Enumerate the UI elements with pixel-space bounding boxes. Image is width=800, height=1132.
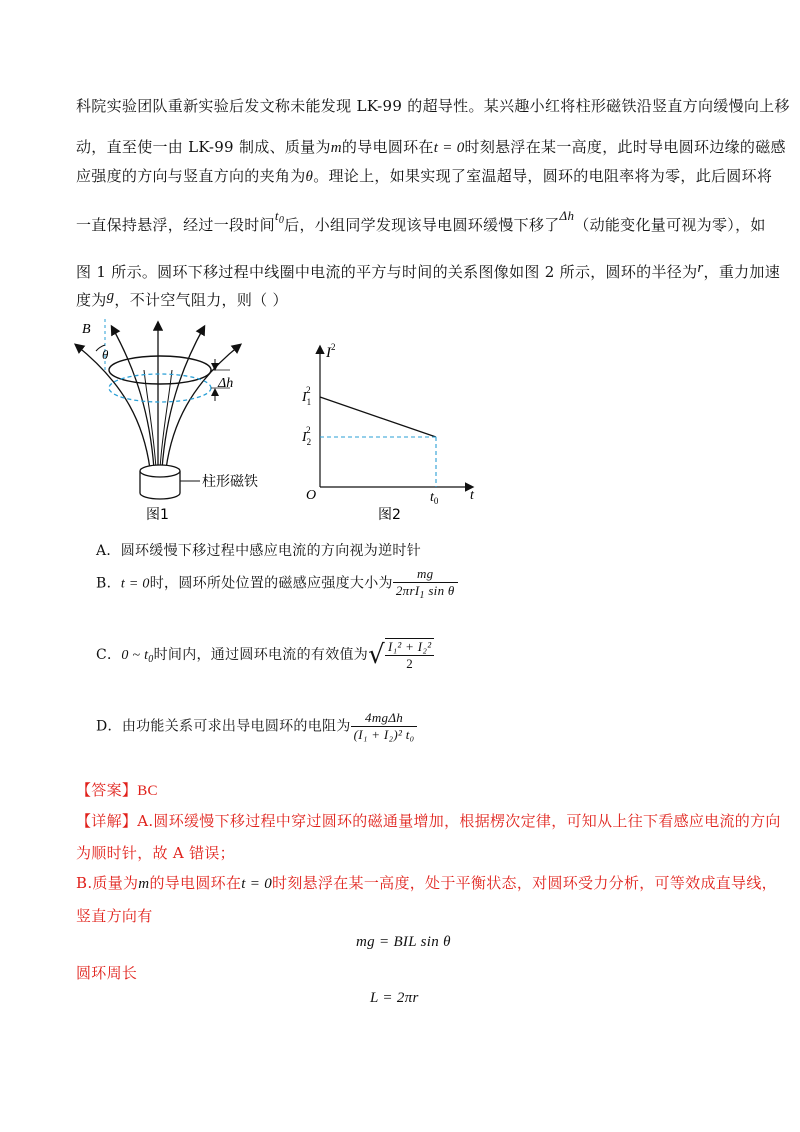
magnet-top: [140, 465, 180, 477]
option-B: B．t = 0时，圆环所处位置的磁感应强度大小为 $\frac{mg}{2\pi rI_1 \sin \theta}$: [96, 566, 458, 601]
label-magnet: 柱形磁铁: [202, 474, 258, 490]
ring-lower-dashed: [109, 374, 211, 402]
label-dh: Δh: [218, 376, 234, 391]
option-C-fraction: $\frac{\text{I₁² + I₂²}}{2}$: [385, 638, 434, 672]
symbol-t0: t: [274, 208, 279, 223]
equation-1: mg = BIL sin θ: [356, 934, 451, 950]
problem-line-3: 应强度的方向与竖直方向的夹角为θ。理论上，如果实现了室温超导，圆环的电阻率将为零，此后圆环将: [76, 167, 773, 185]
field-line-inner-left: [144, 370, 156, 469]
label-I2-squared: $I_22$: [302, 425, 312, 447]
caption-figure-2: 图2: [378, 507, 401, 523]
explanation-line-2: 为顺时针，故 A 错误；: [76, 844, 235, 862]
symbol-r: r: [697, 260, 704, 276]
explanation-line-5: 圆环周长: [76, 964, 138, 982]
option-C: C．0 ~ $t_0$时间内，通过圆环电流的有效值为√ $\frac{\text{I₁² + I₂²}}{2}$: [96, 638, 434, 672]
problem-line-1: 科院实验团队重新实验后发文称未能发现 LK-99 的超导性。某兴趣小红将柱形磁铁沿竖直方向缓慢向上移: [76, 97, 790, 115]
graph-line: [320, 397, 436, 437]
symbol-dh: Δh: [559, 208, 575, 223]
equation-2: L = 2πr: [370, 990, 419, 1006]
problem-line-2: 动，直至使一由 LK-99 制成、质量为m的导电圆环在t = 0时刻悬浮在某一高度，此时导电圆环边缘的磁感: [76, 138, 786, 156]
symbol-g: g: [106, 288, 115, 304]
option-A: A．圆环缓慢下移过程中感应电流的方向视为逆时针: [96, 543, 422, 559]
sqrt-sign: √: [368, 640, 385, 670]
explanation-line-3: B.质量为m的导电圆环在t = 0时刻悬浮在某一高度，处于平衡状态，对圆环受力分析，可等效成直导线，: [76, 874, 777, 892]
label-theta: θ: [102, 347, 109, 362]
symbol-t-eq-0: t = 0: [433, 140, 465, 156]
label-I1-squared: $I_12$: [302, 385, 312, 407]
symbol-theta: θ: [305, 169, 314, 185]
label-t0: $t_0$: [430, 490, 439, 506]
option-B-fraction: $\frac{mg}{2\pi rI_1 \sin \theta}$: [393, 566, 458, 601]
explanation-line-4: 竖直方向有: [76, 907, 153, 925]
caption-figure-1: 图1: [146, 507, 169, 523]
label-t: t: [470, 488, 474, 503]
figure-1: [64, 315, 304, 525]
explanation-line-1: 【详解】A.圆环缓慢下移过程中穿过圆环的磁通量增加，根据楞次定律，可知从上往下看感应电流的方向: [76, 812, 781, 830]
problem-line-4: 一直保持悬浮，经过一段时间$t_0$后，小组同学发现该导电圆环缓慢下移了Δh（动能变化量可视为零），如: [76, 208, 766, 234]
field-line-inner-right: [160, 370, 172, 469]
symbol-m: m: [330, 140, 342, 156]
problem-line-5: 图 1 所示。圆环下移过程中线圈中电流的平方与时间的关系图像如图 2 所示，圆环的半径为r，重力加速: [76, 260, 781, 281]
field-line-left-outer: [76, 345, 150, 469]
problem-line-6: 度为g，不计空气阻力，则（ ）: [76, 288, 288, 309]
label-B: B: [82, 322, 91, 337]
option-D-fraction: $\frac{\text{4mgΔh}}{\text{(I₁ + I₂)² t₀}}$: [351, 710, 418, 743]
label-y-axis: $I^2$: [326, 342, 336, 361]
option-D: D．由功能关系可求出导电圆环的电阻为 $\frac{\text{4mgΔh}}{\text{(I₁ + I₂)² t₀}}$: [96, 710, 417, 743]
ring-upper: [109, 356, 211, 384]
answer: 【答案】BC: [76, 781, 158, 799]
label-origin: O: [306, 488, 317, 503]
figure-2: [296, 335, 496, 525]
field-line-right-outer: [166, 345, 240, 469]
